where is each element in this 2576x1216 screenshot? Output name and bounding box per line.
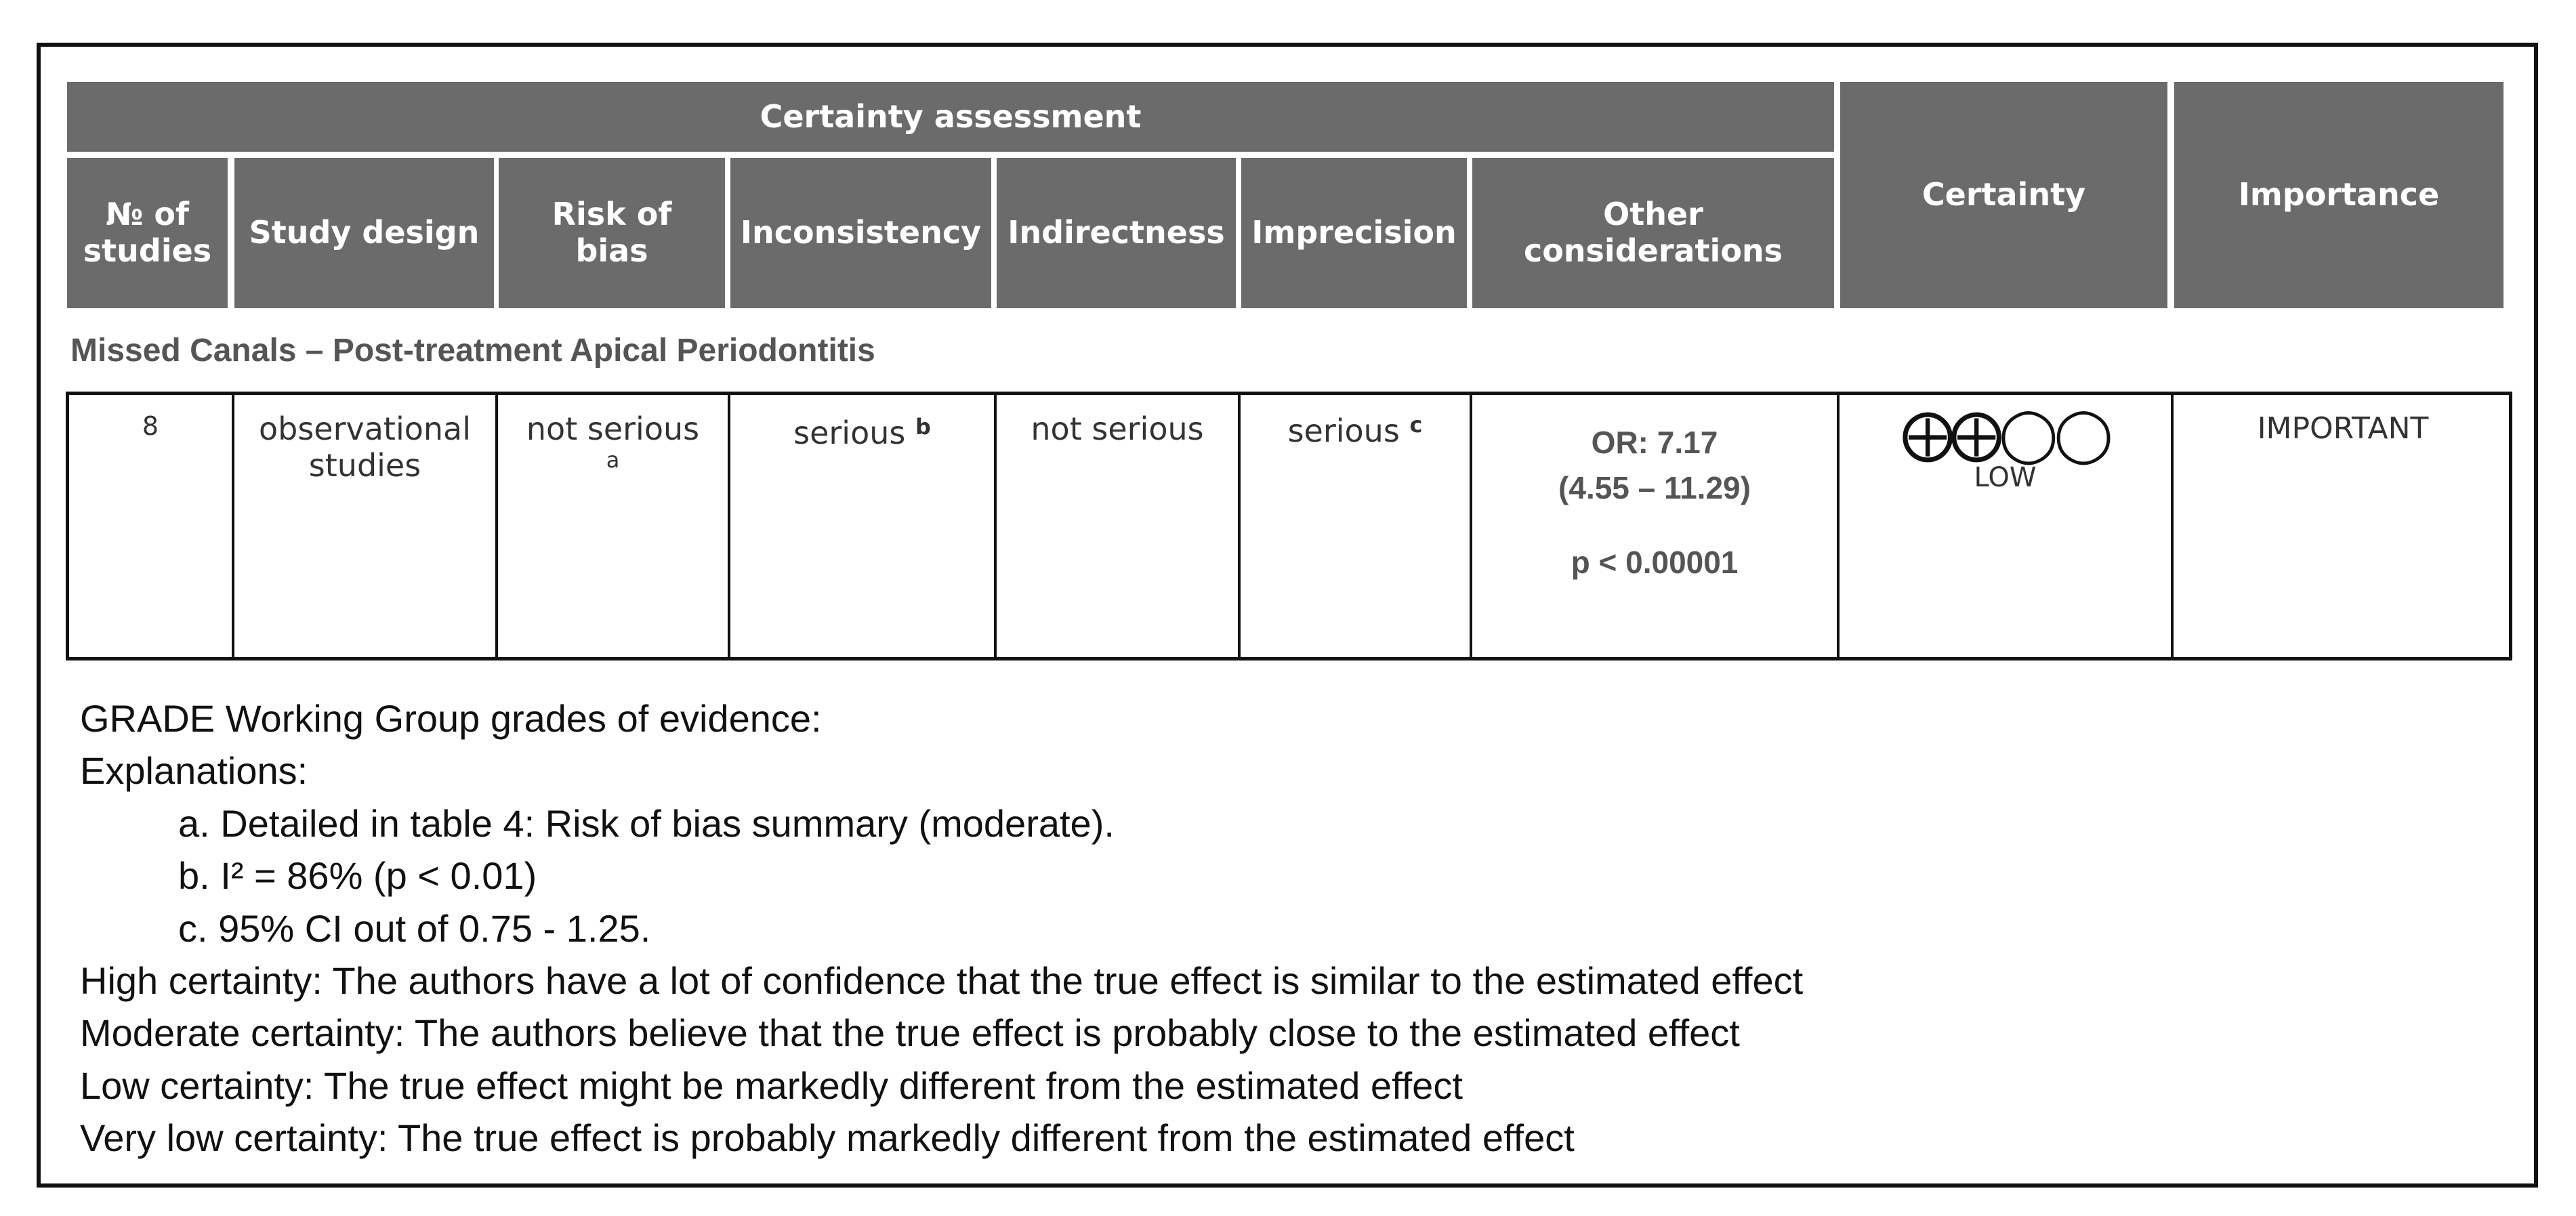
header-imprecision: Imprecision — [1241, 158, 1467, 308]
explanation-c: c. 95% CI out of 0.75 - 1.25. — [178, 907, 651, 950]
header-risk-of-bias: Risk of bias — [499, 158, 725, 308]
cell-inconsistency: serious $^b$ — [793, 414, 931, 451]
cell-imprecision: serious $^c$ — [1287, 412, 1423, 449]
certainty-rating-icon: ⨁⨁◯◯ — [1901, 404, 2109, 465]
section-title: Missed Canals – Post-treatment Apical Periodontitis — [70, 333, 875, 369]
high-certainty-definition: High certainty: The authors have a lot of confidence that the true effect is similar to the estimated effect — [80, 959, 1804, 1002]
header-inconsistency: Inconsistency — [730, 158, 991, 308]
low-certainty-definition: Low certainty: The true effect might be markedly different from the estimated effect — [80, 1064, 1463, 1107]
header-study-design: Study design — [234, 158, 494, 308]
cell-risk-of-bias: not serious a — [498, 411, 728, 473]
header-num-studies: № of studies — [67, 158, 228, 308]
very-low-certainty-definition: Very low certainty: The true effect is probably markedly different from the estimated effect — [80, 1116, 1575, 1159]
grade-title: GRADE Working Group grades of evidence: — [80, 697, 822, 740]
explanations-title: Explanations: — [80, 749, 308, 792]
cell-certainty — [1840, 404, 2171, 494]
cell-other-considerations — [1472, 420, 1837, 585]
header-indirectness: Indirectness — [997, 158, 1236, 308]
header-certainty-assessment: Certainty assessment — [67, 82, 1834, 152]
cell-study-design: observational studies — [258, 411, 471, 484]
p-value: p < 0.00001 — [1571, 545, 1739, 581]
moderate-certainty-definition: Moderate certainty: The authors believe that the true effect is probably close to the estimated effect — [80, 1011, 1740, 1054]
footnote-b: b — [915, 414, 931, 440]
cell-importance: IMPORTANT — [2257, 411, 2429, 446]
header-other-considerations: Other considerations — [1472, 158, 1834, 308]
footnote-c: c — [1409, 412, 1423, 438]
header-importance: Importance — [2174, 82, 2504, 308]
header-certainty: Certainty — [1840, 82, 2167, 308]
confidence-interval: (4.55 – 11.29) — [1558, 469, 1751, 505]
cell-indirectness: not serious — [1031, 411, 1204, 447]
odds-ratio: OR: 7.17 — [1591, 425, 1718, 460]
certainty-label: LOW — [1974, 462, 2037, 493]
footnote-a: a — [606, 446, 620, 473]
explanation-a: a. Detailed in table 4: Risk of bias summary (moderate). — [178, 802, 1115, 845]
cell-num-studies: 8 — [142, 411, 159, 441]
explanation-b: b. I² = 86% (p < 0.01) — [178, 854, 537, 897]
